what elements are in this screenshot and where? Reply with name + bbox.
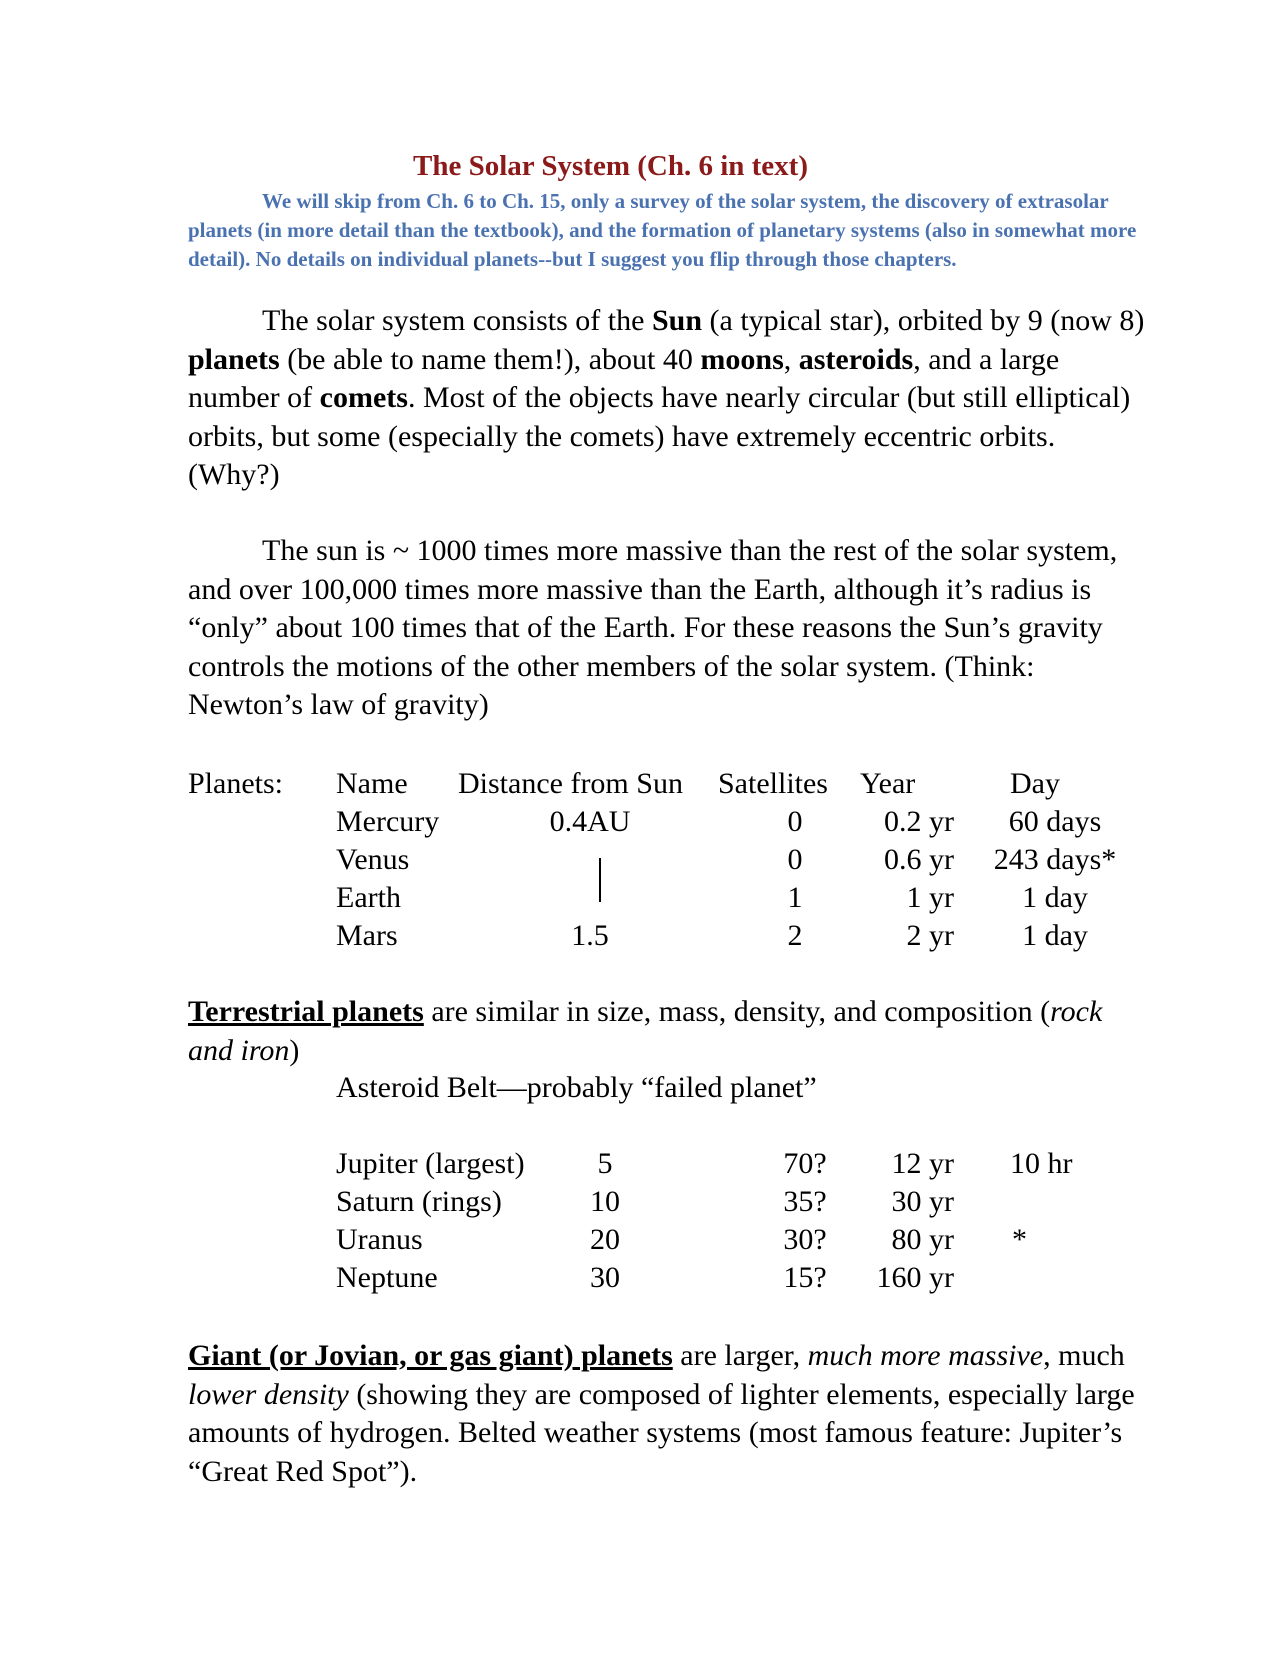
cell-name: Neptune [336, 1261, 438, 1294]
cell-distance: 0.4AU [549, 805, 631, 838]
cell-satellites: 35? [783, 1185, 827, 1218]
cell-name: Uranus [336, 1223, 423, 1256]
cell-satellites: 0 [787, 843, 803, 876]
cell-year: 0.2 yr [884, 805, 954, 838]
distance-range-line [599, 858, 601, 902]
cell-day: 1 day [1022, 919, 1088, 952]
table-label: Planets: [188, 767, 283, 800]
cell-distance: 5 [597, 1147, 613, 1180]
cell-day: 10 hr [1010, 1147, 1073, 1180]
paragraph-sun-mass: The sun is ~ 1000 times more massive than the rest of the solar system, and over 100,000 times more massive than the Earth, although it’s radius is “only” about 100 times that of the Earth. For these reasons the Sun’s gravity controls the motions of the other members of the solar system. (Think: Newton’s law of gravity) [188, 534, 1118, 721]
underlined-heading-giant: Giant (or Jovian, or gas giant) planets [188, 1339, 673, 1372]
text-run: (be able to name them!), about 40 [279, 342, 701, 376]
cell-satellites: 30? [783, 1223, 827, 1256]
header-year: Year [860, 767, 916, 800]
bold-term-comets: comets [319, 381, 408, 414]
text-run: (showing they are composed of lighter elements, especially large amounts of hydrogen. Belted weather systems (most famous feature: Jupiter’s “Great Red Spot”). [188, 1377, 1135, 1488]
intro-note: We will skip from Ch. 6 to Ch. 15, only a survey of the solar system, the discovery of extrasolar planets (in more detail than the textbook), and the formation of planetary systems (also in somewhat more detail). No details on individual planets--but I suggest you flip through those chapters. [188, 189, 1137, 271]
italic-text: much more massive [807, 1339, 1044, 1372]
cell-distance: 30 [590, 1261, 620, 1294]
cell-name: Venus [336, 843, 410, 876]
cell-distance: 20 [590, 1223, 620, 1256]
cell-distance: 10 [590, 1185, 620, 1218]
bold-term-moons: moons [700, 342, 784, 376]
header-name: Name [336, 767, 408, 800]
cell-year: 2 yr [906, 919, 954, 952]
cell-year: 30 yr [891, 1185, 954, 1218]
cell-satellites: 70? [783, 1147, 827, 1180]
bold-term-asteroids: asteroids [798, 342, 914, 376]
cell-name: Mercury [336, 805, 440, 838]
cell-year: 1 yr [906, 881, 954, 914]
header-day: Day [1010, 767, 1060, 800]
page-title: The Solar System (Ch. 6 in text) [413, 150, 808, 182]
italic-text: lower density [188, 1377, 349, 1411]
text-run: , and a large number of [188, 342, 1060, 414]
cell-satellites: 1 [787, 881, 803, 914]
italic-text: rock and iron [188, 995, 1103, 1067]
text-run: . Most of the objects have nearly circular (but still elliptical) orbits, but some (especially the comets) have extremely eccentric orbits. (Why?) [188, 381, 1131, 491]
asteroid-belt-note: Asteroid Belt—probably “failed planet” [336, 1071, 817, 1104]
cell-year: 80 yr [891, 1223, 954, 1256]
bold-term-sun: Sun [651, 304, 703, 337]
cell-name: Saturn (rings) [336, 1185, 502, 1218]
cell-name: Jupiter (largest) [336, 1147, 525, 1180]
cell-distance: 1.5 [571, 919, 609, 952]
text-run: , much [1043, 1339, 1125, 1372]
header-distance: Distance from Sun [458, 767, 683, 800]
text-run: are similar in size, mass, density, and composition ( [423, 995, 1051, 1028]
text-run: , [783, 342, 799, 376]
text-run: ) [289, 1033, 300, 1067]
cell-satellites: 0 [787, 805, 803, 838]
cell-year: 12 yr [891, 1147, 954, 1180]
cell-satellites: 15? [783, 1261, 827, 1294]
paragraph-solar-system [188, 302, 1148, 495]
cell-name: Mars [336, 919, 398, 952]
paragraph-giant-planets [188, 1337, 1148, 1491]
cell-name: Earth [336, 881, 401, 914]
underlined-heading-terrestrial: Terrestrial planets [188, 995, 424, 1028]
cell-day: 60 days [1008, 805, 1102, 838]
cell-day: 1 day [1022, 881, 1088, 914]
cell-year: 160 yr [876, 1261, 954, 1294]
cell-day: * [1012, 1223, 1027, 1256]
text-run: are larger, [672, 1339, 808, 1372]
text-run: (a typical star), orbited by 9 (now 8) [702, 304, 1145, 337]
bold-term-planets: planets [188, 342, 280, 376]
text-run: The solar system consists of the [262, 304, 652, 337]
header-satellites: Satellites [718, 767, 828, 800]
cell-year: 0.6 yr [884, 843, 954, 876]
cell-satellites: 2 [787, 919, 803, 952]
paragraph-terrestrial [188, 993, 1148, 1070]
cell-day: 243 days* [993, 843, 1117, 876]
